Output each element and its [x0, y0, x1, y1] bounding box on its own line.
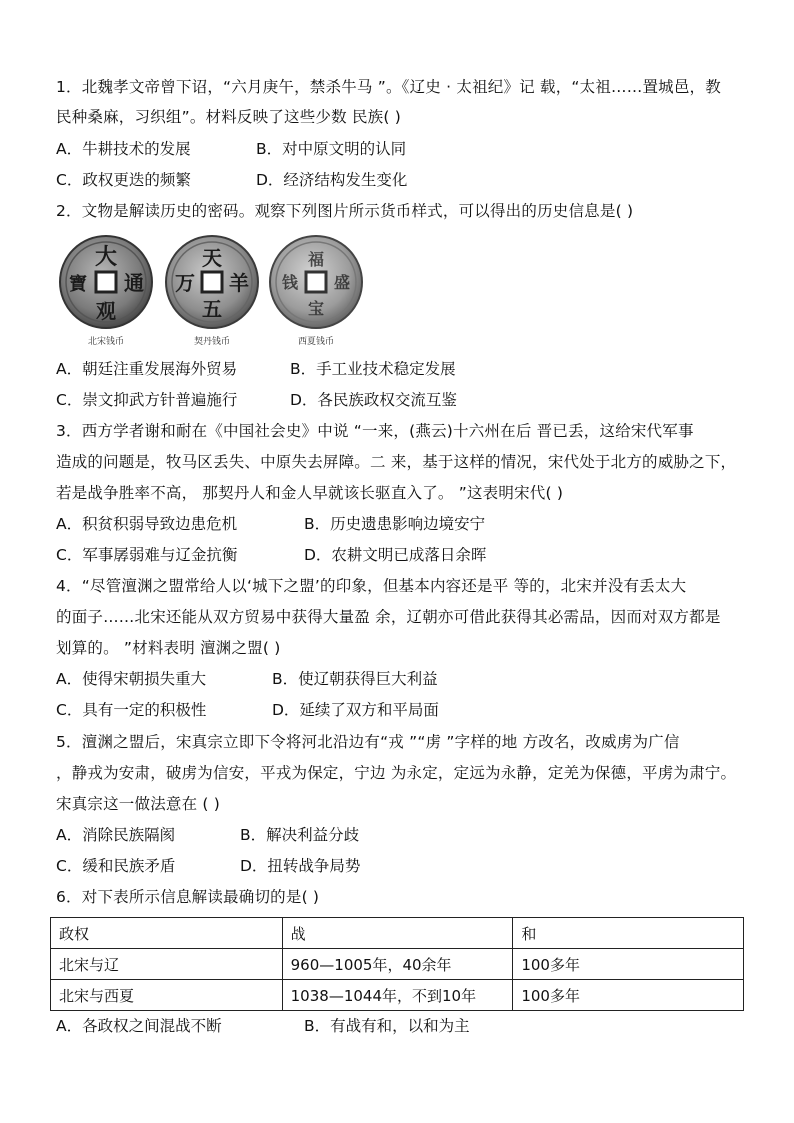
q4-option-a: A．使得宋朝损失重大	[56, 670, 207, 688]
q6-option-a: A．各政权之间混战不断	[56, 1017, 222, 1035]
coin-northern-song-image	[58, 234, 154, 330]
q5-stem-line1: 5．澶渊之盟后，宋真宗立即下令将河北沿边有“戎 ”“虏 ”字样的地 方改名，改威虏为广信	[56, 733, 680, 751]
coin-khitan	[164, 234, 260, 347]
table-row	[51, 949, 744, 980]
coin2-char-top: 天	[202, 246, 222, 270]
q3-option-a: A．积贫积弱导致边患危机	[56, 515, 238, 533]
coin1-char-right: 通	[124, 271, 144, 295]
table-cell: 北宋与西夏	[51, 980, 283, 1011]
q4-stem-line2: 的面子……北宋还能从双方贸易中获得大量盈 余，辽朝亦可借此获得其必需品，因而对双方都是	[56, 608, 721, 626]
q4-stem-line1: 4．“尽管澶渊之盟常给人以‘城下之盟’的印象，但基本内容还是平 等的，北宋并没有丢太大	[56, 577, 687, 595]
q3-option-b: B．历史遗患影响边境安宁	[304, 515, 486, 533]
q1-option-c: C．政权更迭的频繁	[56, 171, 191, 189]
q1-stem-line2: 民种桑麻，习织组”。材料反映了这些少数 民族( )	[56, 108, 401, 126]
coin3-char-top: 福	[307, 250, 325, 269]
table-cell: 100多年	[513, 949, 744, 980]
q3-stem-line1: 3．西方学者谢和耐在《中国社会史》中说 “一来，(燕云)十六州在后 晋已丢，这给宋代军事	[56, 422, 694, 440]
coin3-char-bottom: 宝	[307, 299, 325, 318]
table-cell: 960—1005年，40余年	[282, 949, 513, 980]
table-cell: 1038—1044年，不到10年	[282, 980, 513, 1011]
q2-stem-line1: 2．文物是解读历史的密码。观察下列图片所示货币样式，可以得出的历史信息是( )	[56, 202, 634, 220]
table-cell: 100多年	[513, 980, 744, 1011]
table-header-cell: 政权	[51, 918, 283, 949]
q6-stem-line1: 6．对下表所示信息解读最确切的是( )	[56, 888, 320, 906]
table-row	[51, 980, 744, 1011]
coin2-char-left: 万	[175, 271, 195, 295]
q3-option-c: C．军事孱弱难与辽金抗衡	[56, 546, 238, 564]
coin1-char-top: 大	[94, 244, 118, 270]
coin3-caption: 西夏钱币	[298, 337, 335, 347]
q4-option-c: C．具有一定的积极性	[56, 701, 207, 719]
table-header-cell: 战	[282, 918, 513, 949]
q2-option-b: B．手工业技术稳定发展	[290, 360, 456, 378]
coin3-char-right: 盛	[333, 273, 351, 292]
table-cell: 北宋与辽	[51, 949, 283, 980]
coin1-char-left: 寶	[69, 274, 87, 295]
coin-western-xia	[268, 234, 364, 347]
coin3-char-left: 钱	[281, 273, 299, 292]
q6-option-b: B．有战有和，以和为主	[304, 1017, 470, 1035]
q1-option-a: A．牛耕技术的发展	[56, 140, 191, 158]
q5-option-c: C．缓和民族矛盾	[56, 857, 176, 875]
q1-stem-line1: 1．北魏孝文帝曾下诏，“六月庚午，禁杀牛马 ”。《辽史 · 太祖纪》记 载，“太祖……置城邑，教	[56, 78, 721, 96]
q2-option-d: D．各民族政权交流互鉴	[290, 391, 457, 409]
q4-option-d: D．延续了双方和平局面	[272, 701, 439, 719]
coin1-char-bottom: 观	[96, 299, 116, 323]
table-header-cell: 和	[513, 918, 744, 949]
table-header-row	[51, 918, 744, 949]
coin-northern-song	[58, 234, 154, 347]
q3-stem-line2: 造成的问题是，牧马区丢失、中原失去屏障。二 来，基于这样的情况，宋代处于北方的威胁之下，	[56, 453, 737, 471]
q4-stem-line3: 划算的。 ”材料表明 澶渊之盟( )	[56, 639, 281, 657]
coin2-char-bottom: 五	[202, 297, 222, 321]
coin2-caption: 契丹钱币	[194, 337, 231, 347]
q5-stem-line3: 宋真宗这一做法意在 ( )	[56, 795, 221, 813]
coin2-char-right: 羊	[229, 271, 249, 295]
q6-table	[50, 917, 744, 1011]
q5-option-a: A．消除民族隔阂	[56, 826, 176, 844]
q3-option-d: D．农耕文明已成落日余晖	[304, 546, 487, 564]
q2-option-a: A．朝廷注重发展海外贸易	[56, 360, 238, 378]
q5-stem-line2: ，静戎为安肃，破虏为信安，平戎为保定，宁边 为永定，定远为永静，定羌为保德，平虏为肃宁。	[56, 764, 737, 782]
coin1-caption: 北宋钱币	[88, 337, 125, 347]
q1-option-b: B．对中原文明的认同	[256, 140, 407, 158]
q5-option-b: B．解决利益分歧	[240, 826, 360, 844]
q3-stem-line3: 若是战争胜率不高， 那契丹人和金人早就该长驱直入了。 ”这表明宋代( )	[56, 484, 564, 502]
coin-western-xia-image	[268, 234, 364, 330]
coin-khitan-image	[164, 234, 260, 330]
q2-option-c: C．崇文抑武方针普遍施行	[56, 391, 238, 409]
q5-option-d: D．扭转战争局势	[240, 857, 361, 875]
q1-option-d: D．经济结构发生变化	[256, 171, 408, 189]
q4-option-b: B．使辽朝获得巨大利益	[272, 670, 438, 688]
